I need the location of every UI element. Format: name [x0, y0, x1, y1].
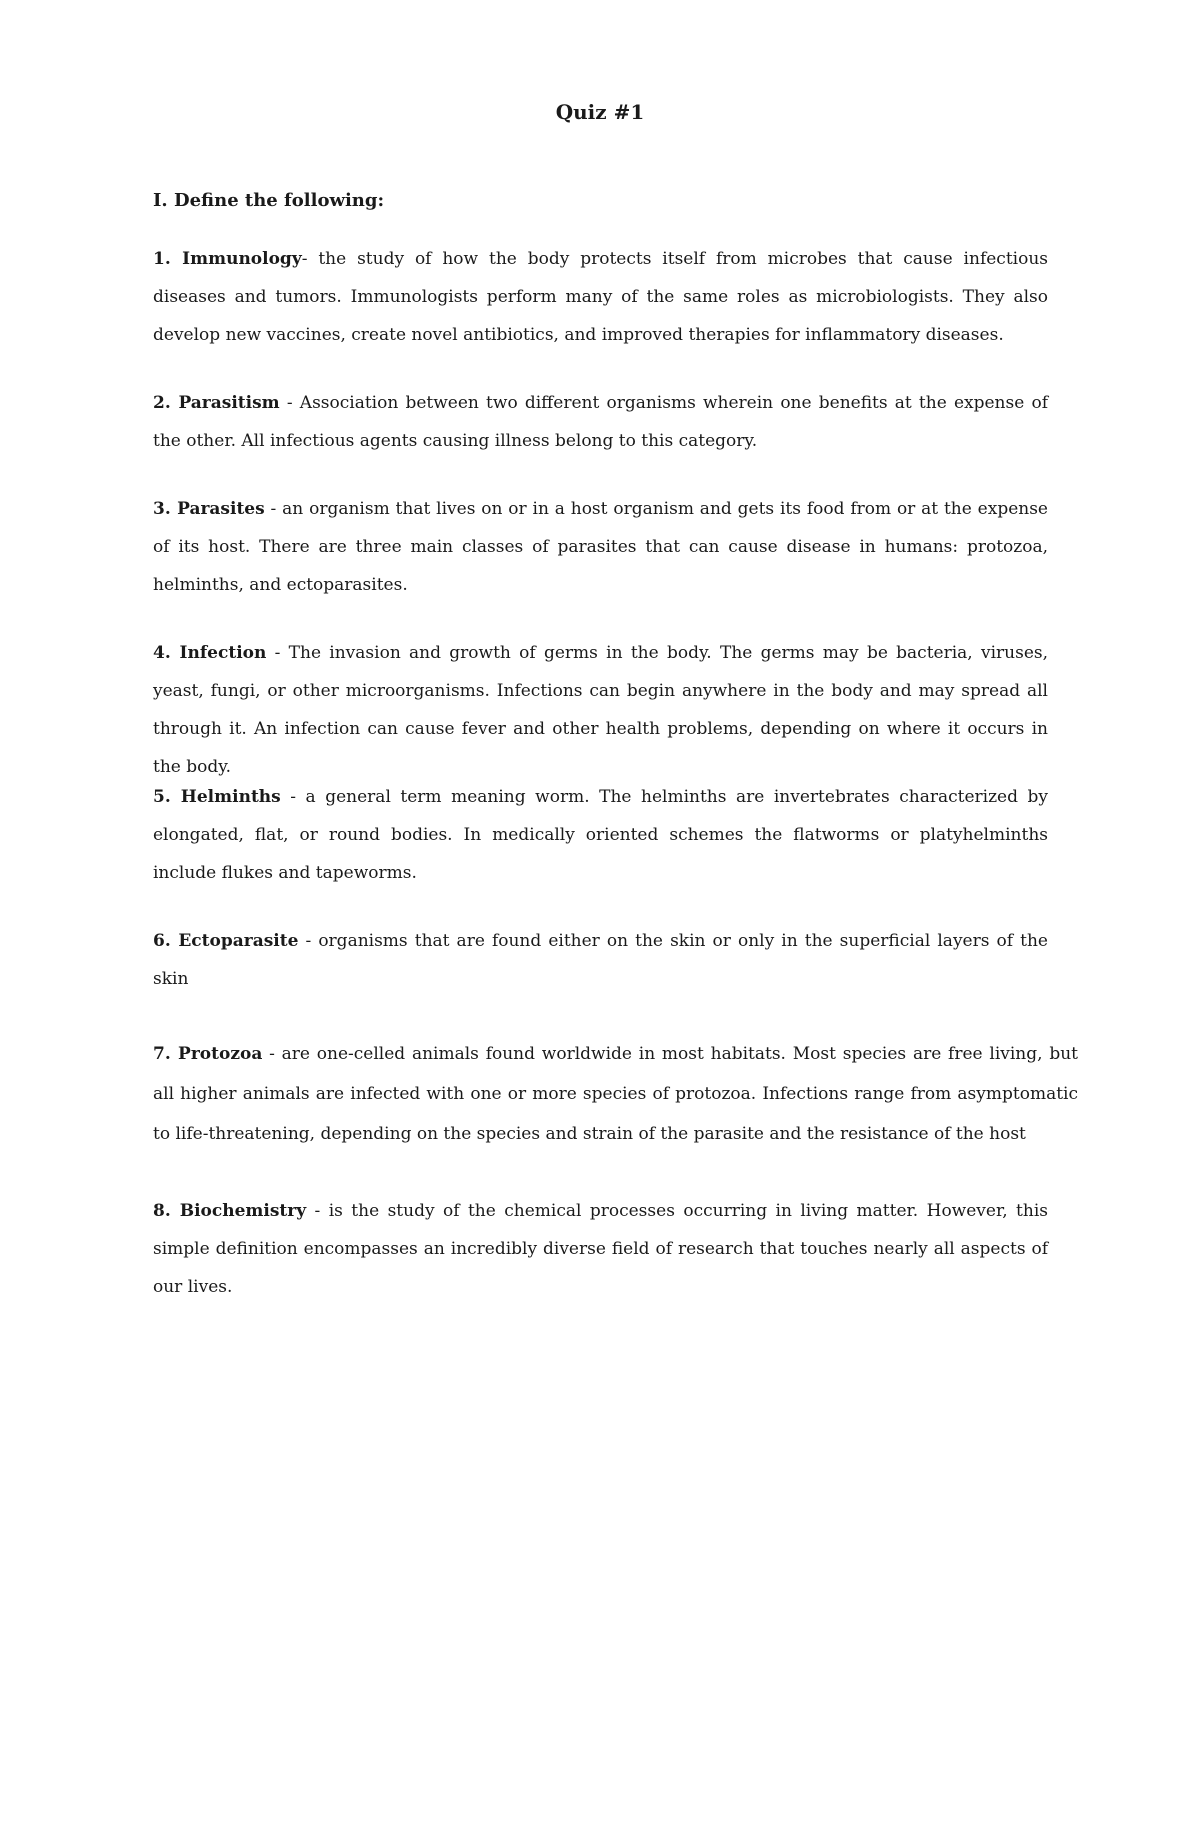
term-label: 6. Ectoparasite [153, 931, 299, 951]
definition-item-parasitism [153, 384, 1048, 460]
term-label: 3. Parasites [153, 499, 265, 519]
definition-item-protozoa [153, 1034, 1078, 1154]
definition-item-immunology [153, 240, 1048, 354]
definition-item-parasites [153, 490, 1048, 604]
definition-item-ectoparasite [153, 922, 1048, 998]
term-label: 7. Protozoa [153, 1044, 263, 1064]
term-label: 8. Biochemistry [153, 1201, 307, 1221]
definition-text: - are one-celled animals found worldwide in most habitats. Most species are free living, but all higher animals are infected with one or more species of protozoa. Infections range from asymptomatic to life-threatening, depending on the species and strain of the parasite and the resistance of the host [153, 1044, 1078, 1144]
quiz-title: Quiz #1 [555, 100, 645, 124]
definition-text: - The invasion and growth of germs in the body. The germs may be bacteria, viruses, yeast, fungi, or other microorganisms. Infections can begin anywhere in the body and may spread all through it. An infection can cause fever and other health problems, depending on where it occurs in the body. [153, 643, 1049, 777]
term-label: 5. Helminths [153, 787, 281, 807]
section-heading: I. Define the following: [153, 190, 385, 211]
term-label: 1. Immunology [153, 249, 302, 269]
definition-text: - is the study of the chemical processes occurring in living matter. However, this simple definition encompasses an incredibly diverse field of research that touches nearly all aspects of our lives. [153, 1201, 1048, 1297]
definition-text: - the study of how the body protects itself from microbes that cause infectious diseases and tumors. Immunologists perform many of the same roles as microbiologists. They also develop new vaccines, create novel antibiotics, and improved therapies for inflammatory diseases. [153, 249, 1048, 345]
term-label: 4. Infection [153, 643, 267, 663]
definition-item-helminths [153, 778, 1048, 892]
term-label: 2. Parasitism [153, 393, 280, 413]
definition-item-infection [153, 634, 1048, 786]
definition-text: - organisms that are found either on the skin or only in the superficial layers of the skin [153, 931, 1048, 989]
definition-text: - a general term meaning worm. The helminths are invertebrates characterized by elongated, flat, or round bodies. In medically oriented schemes the flatworms or platyhelminths include flukes and tapeworms. [153, 787, 1049, 883]
definition-item-biochemistry [153, 1192, 1048, 1306]
definition-text: - an organism that lives on or in a host organism and gets its food from or at the expense of its host. There are three main classes of parasites that can cause disease in humans: protozoa, helminths, and ectoparasites. [153, 499, 1048, 595]
definition-text: - Association between two different organisms wherein one benefits at the expense of the other. All infectious agents causing illness belong to this category. [153, 393, 1048, 451]
